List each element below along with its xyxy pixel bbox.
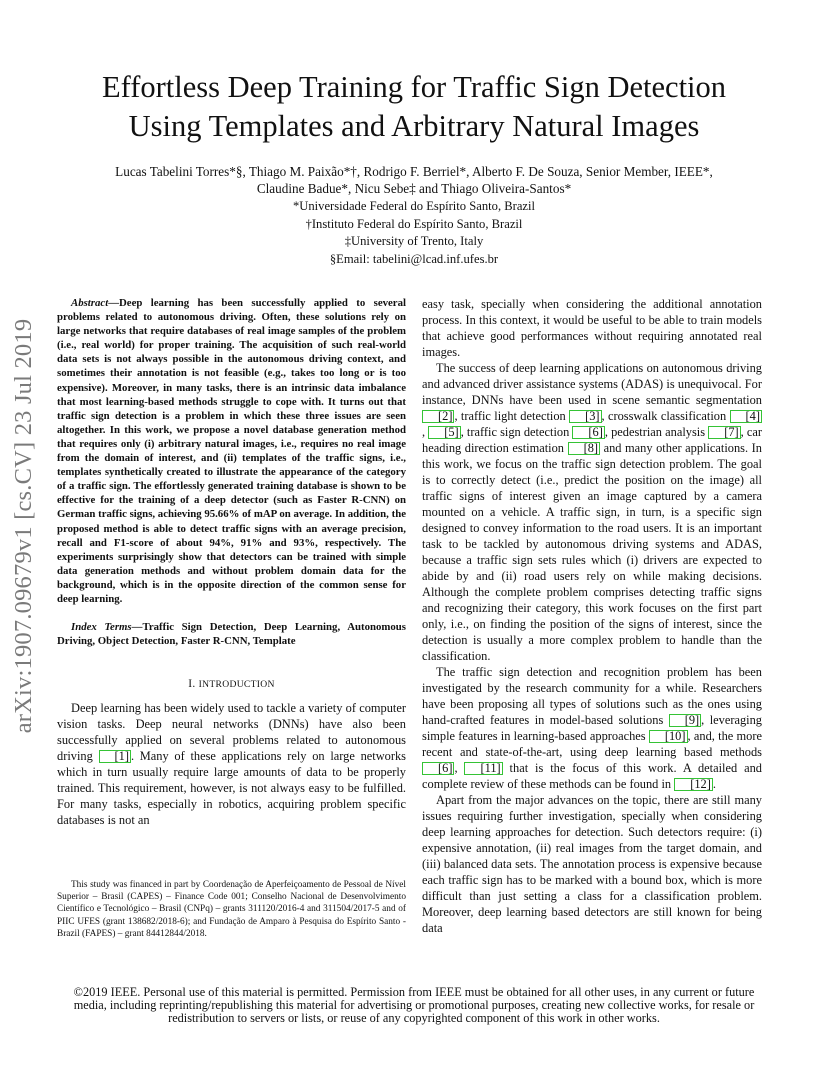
affiliation-1: *Universidade Federal do Espírito Santo, Brazil: [292, 199, 536, 213]
citation-link[interactable]: [9]: [669, 714, 701, 727]
abstract: [57, 296, 406, 606]
index-terms: [57, 620, 406, 648]
intro-paragraph-continued: easy task, specially when considering the additional annotation process. In this context, it would be useful to be able to train models that achieve good performances without requiring annotated real images.: [422, 297, 762, 359]
arxiv-id: arXiv:1907.09679v1 [cs.CV] 23 Jul 2019: [10, 318, 37, 734]
citation-link[interactable]: [11]: [464, 762, 502, 775]
citation-link[interactable]: [2]: [422, 410, 454, 423]
citation-link[interactable]: [6]: [572, 426, 604, 439]
title-line-1: Effortless Deep Training for Traffic Sign Detection: [101, 70, 727, 104]
citation-link[interactable]: [1]: [99, 750, 131, 763]
index-terms-text: —Traffic Sign Detection, Deep Learning, Autonomous Driving, Object Detection, Faster R-CNN, Template: [57, 621, 406, 648]
paper-title: [40, 68, 788, 146]
section-title: INTRODUCTION: [198, 679, 275, 691]
citation-link[interactable]: [5]: [428, 426, 460, 439]
authors-line-2: Claudine Badue*, Nicu Sebe‡ and Thiago Oliveira-Santos*: [256, 181, 572, 196]
index-terms-label: Index Terms: [71, 621, 132, 634]
title-line-2: Using Templates and Arbitrary Natural Images: [128, 109, 700, 143]
citation-link[interactable]: [12]: [674, 778, 713, 791]
affiliation-2: †Instituto Federal do Espírito Santo, Brazil: [305, 216, 523, 231]
intro-paragraph-4: Apart from the major advances on the topic, there are still many issues requiring further investigation, specially when considering deep learning approaches for detection. Such detectors require: (i) expensive annotation, (ii) real images from the target domain, and (iii) balanced data sets. The annotation process is expensive because each traffic sign has to be marked with a bound box, which is more difficult than just setting a class for a classification problem. Moreover, deep learning based detectors are still known for being data: [422, 793, 762, 935]
copyright-notice: ©2019 IEEE. Personal use of this material is permitted. Permission from IEEE must be obtained for all other uses, in any current or future media, including reprinting/republishing this material for advertising or promotional purposes, creating new collective works, for resale or redistribution to servers or lists, or reuse of any copyrighted component of this work in other works.: [73, 985, 755, 1025]
author-list: [40, 163, 788, 197]
authors-line-1: Lucas Tabelini Torres*§, Thiago M. Paixão*†, Rodrigo F. Berriel*, Alberto F. De Souza, Senior Member, IEEE*,: [115, 164, 713, 179]
citation-link[interactable]: [10]: [649, 730, 688, 743]
citation-link[interactable]: [6]: [422, 762, 454, 775]
citation-link[interactable]: [4]: [730, 410, 762, 423]
affiliations: [40, 198, 788, 268]
left-column: [57, 296, 406, 828]
citation-link[interactable]: [8]: [568, 442, 600, 455]
intro-paragraph-1: Deep learning has been widely used to tackle a variety of computer vision tasks. Deep neural networks (DNNs) have also been successfully applied on several problems related to autonomous driving [1] . Many of these applications rely on large networks which in turn usually require large amounts of data to be properly trained. This requirement, however, is not always easy to be fulfilled. For many tasks, especially in robotics, acquiring problem specific databases is not an: [57, 701, 406, 828]
funding-footnote: This study was financed in part by Coordenação de Aperfeiçoamento de Pessoal de Nível Superior – Brasil (CAPES) – Finance Code 001; Conselho Nacional de Desenvolvimento Científico e Tecnológico – Brasil (CNPq) – grants 311120/2016-4 and 311504/2017-5 and of PIIC UFES (grant 138682/2018-6); and Fundação de Amparo à Pesquisa do Espírito Santo - Brazil (FAPES) – grant 84412844/2018.: [57, 880, 406, 939]
right-column: [422, 296, 762, 936]
abstract-text: —Deep learning has been successfully applied to several problems related to autonomous driving. Often, these solutions rely on large networks that require databases of real image samples of the problem (i.e., real world) for proper training. The acquisition of such real-world data sets is not always possible in the autonomous driving context, and sometimes their annotation is not feasible (e.g., takes too long or is too expensive). Moreover, in many tasks, there is an intrinsic data imbalance that most learning-based methods struggle to cope with. It turns out that traffic sign detection is a problem in which these three issues are seen altogether. In this work, we propose a novel database generation method that requires only (i) arbitrary natural images, i.e., requires no real image from the domain of interest, and (ii) templates of the traffic signs, i.e., templates synthetically created to illustrate the appearance of the category of a traffic sign. The effortlessly generated training database is shown to be effective for the training of a deep detector (such as Faster R-CNN) on German traffic signs, achieving 95.66% of mAP on average. In addition, the proposed method is able to detect traffic signs with an average precision, recall and F1-score of about 94%, 91% and 93%, respectively. The experiments surprisingly show that detectors can be trained with simple data generation methods and without problem domain data for the background, which is in the opposite direction of the common sense for deep learning.: [57, 297, 406, 605]
section-number: I.: [188, 678, 196, 691]
section-heading: [57, 678, 406, 690]
affiliation-3: ‡University of Trento, Italy: [344, 234, 484, 248]
intro-paragraph-2: The success of deep learning applications on autonomous driving and advanced driver assistance systems (ADAS) is unequivocal. For instance, DNNs have been used in scene semantic segmentation [2] , traffic light detection [3] , crosswalk classification [4], [5] , traffic sign detection [6] , pedestrian analysis [7] , car heading direction estimation [8] and many other applications. In this work, we focus on the traffic sign detection problem. The goal is to correctly detect (i.e., predict the position on the image) all traffic signs of interest given an image captured by a camera mounted on a vehicle. A traffic sign, in turn, is a specific sign designed to convey information to the road users. It is an important task to be tackled by autonomous driving systems and ADAS, because a traffic sign sets rules which (i) drivers are expected to abide by and (ii) road users rely on while making decisions. Although the complete problem comprises detecting traffic signs and recognizing their category, this work focuses on the first part only, i.e., on finding the position of the signs of interest, since the detection is usually a more complex problem to handle than the classification.: [422, 361, 762, 663]
abstract-label: Abstract: [71, 297, 109, 309]
author-email: §Email: tabelini@lcad.inf.ufes.br: [329, 251, 499, 266]
citation-link[interactable]: [7]: [708, 426, 740, 439]
intro-paragraph-3: The traffic sign detection and recognition problem has been investigated by the research community for a while. Researchers have been proposing all types of solutions such as the ones using hand-crafted features in model-based solutions [9] , leveraging simple features in learning-based approaches [10] , and, the more recent and state-of-the-art, using deep learning based methods [6] , [11] that is the focus of this work. A detailed and complete review of these methods can be found in [12] .: [422, 665, 762, 791]
citation-link[interactable]: [3]: [569, 410, 601, 423]
